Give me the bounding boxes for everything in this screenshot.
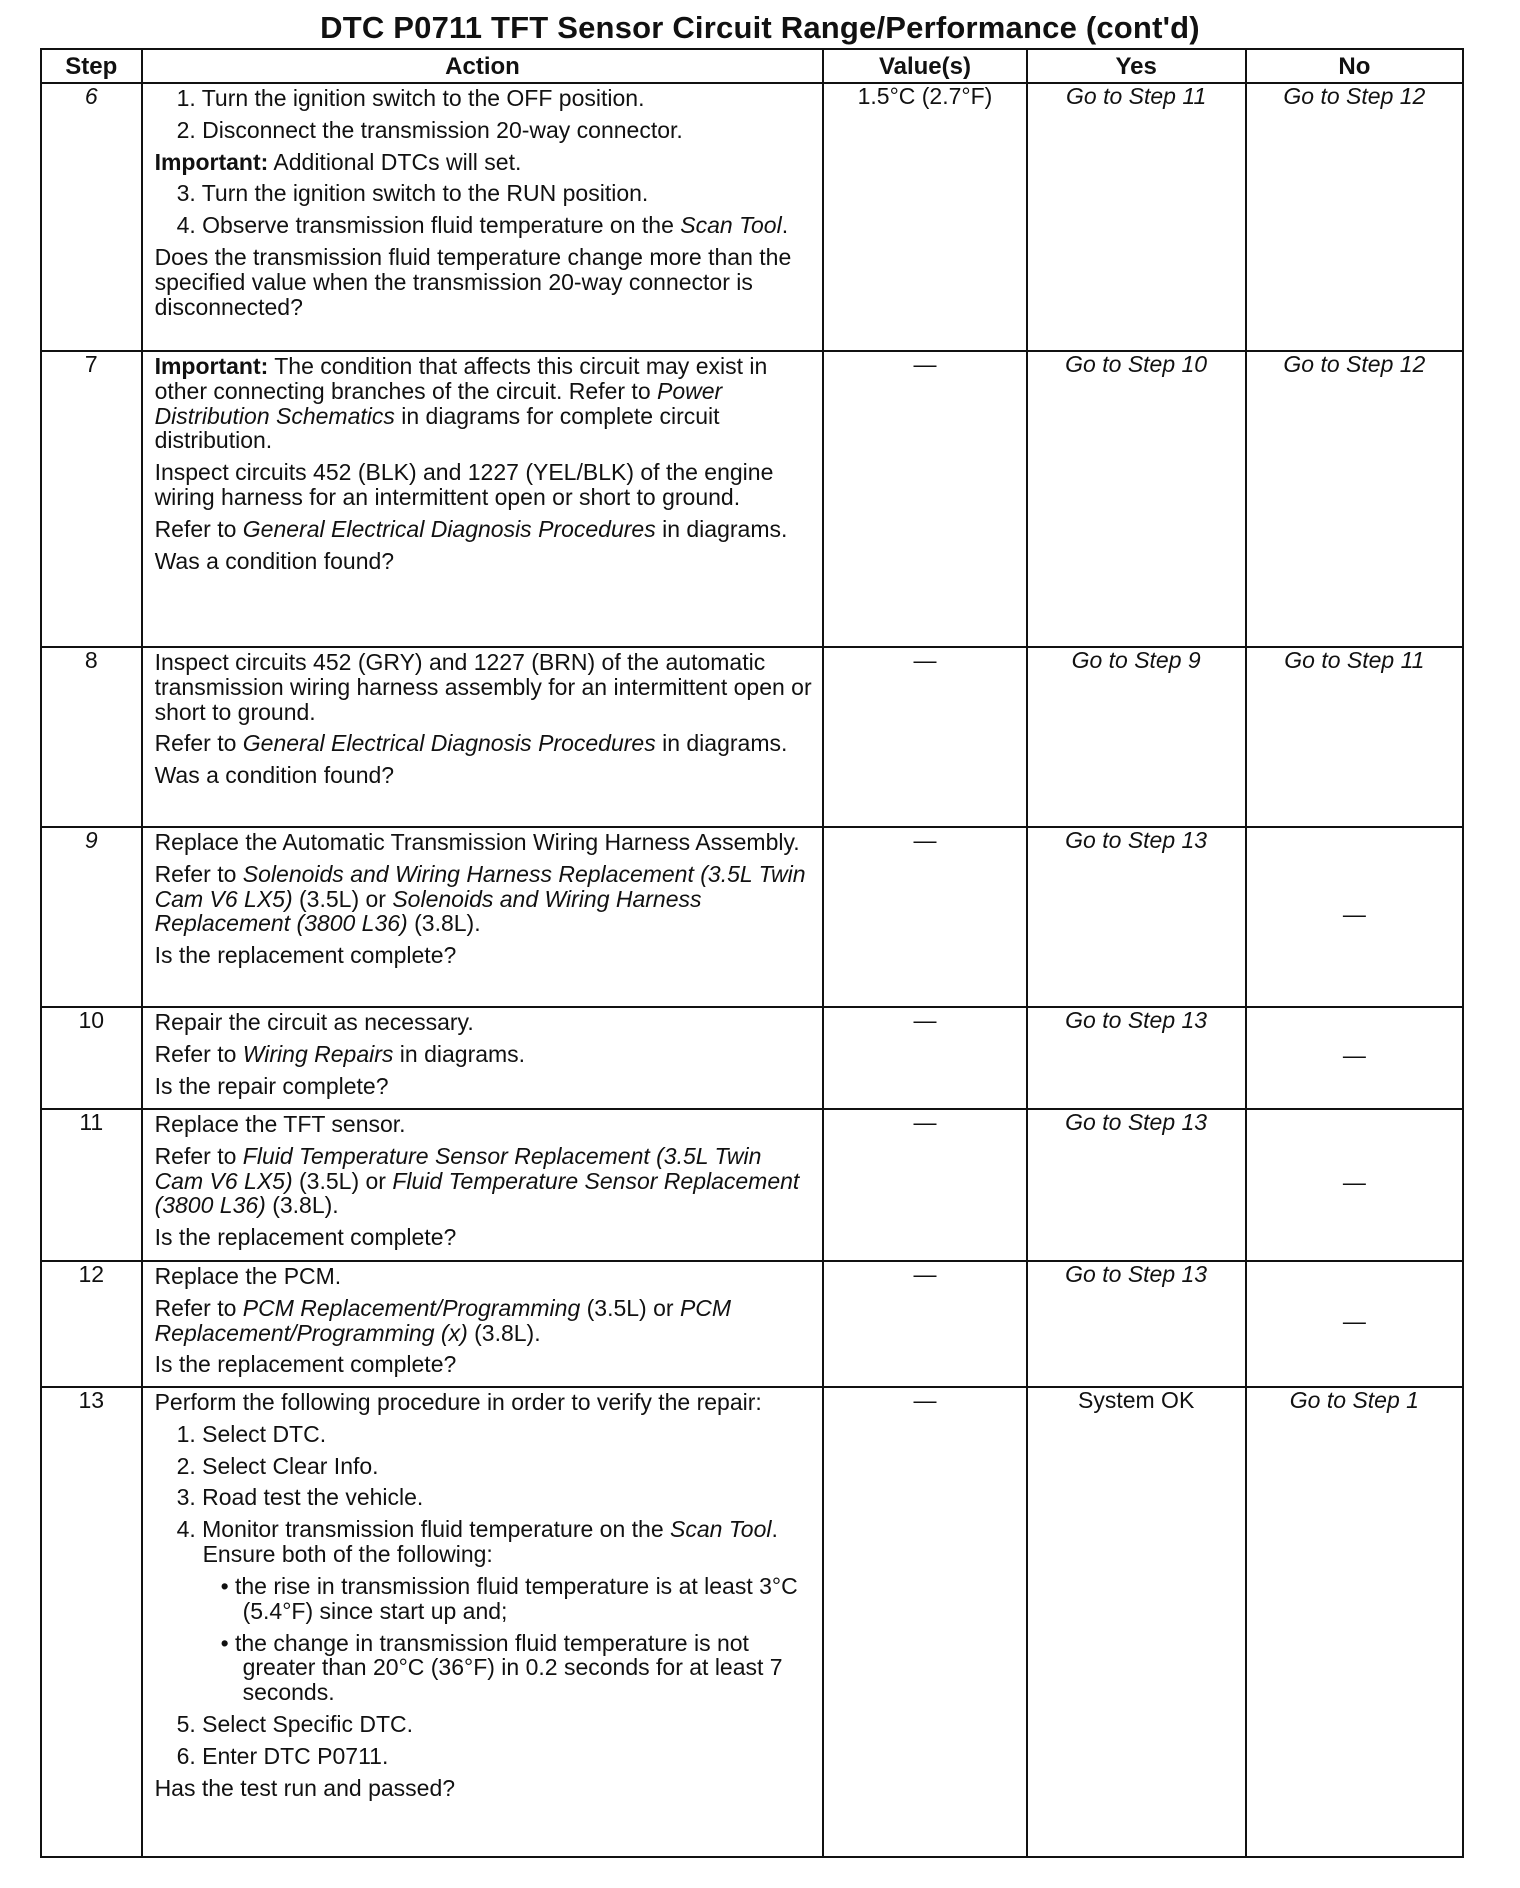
value-cell: — (823, 351, 1026, 647)
important-label: Important: (154, 352, 269, 379)
action-cell (142, 647, 824, 827)
table-row-step-7 (41, 351, 1463, 647)
action-line: 1. Turn the ignition switch to the OFF position. (176, 84, 645, 111)
yes-cell: Go to Step 13 (1027, 1261, 1246, 1387)
no-cell: Go to Step 12 (1246, 83, 1463, 351)
action-line: Refer to PCM Replacement/Programming (3.5L) or PCM Replacement/Programming (x) (3.8L). (154, 1294, 732, 1346)
table-row-step-10 (41, 1007, 1463, 1109)
action-question: Was a condition found? (154, 762, 395, 789)
important-label: Important: (154, 148, 269, 175)
action-question: Does the transmission fluid temperature change more than the specified value when the transmission 20-way connector is disconnected? (154, 244, 792, 320)
value-cell: — (823, 827, 1026, 1007)
yes-cell: Go to Step 11 (1027, 83, 1246, 351)
value-cell: — (823, 1387, 1026, 1857)
action-cell (142, 83, 824, 351)
header-step: Step (41, 49, 142, 83)
step-number: 6 (41, 83, 142, 351)
header-no: No (1246, 49, 1463, 83)
no-cell: — (1246, 1007, 1463, 1109)
yes-cell: Go to Step 10 (1027, 351, 1246, 647)
table-row-step-8 (41, 647, 1463, 827)
action-cell (142, 1109, 824, 1261)
action-line: Perform the following procedure in order to verify the repair: (154, 1388, 762, 1415)
action-line: 5. Select Specific DTC. (176, 1711, 414, 1738)
action-line: 4. Observe transmission fluid temperature on the Scan Tool. (176, 212, 789, 239)
table-row-step-13 (41, 1387, 1463, 1857)
yes-cell: Go to Step 13 (1027, 1109, 1246, 1261)
value-cell: — (823, 647, 1026, 827)
yes-cell: Go to Step 13 (1027, 827, 1246, 1007)
no-cell: Go to Step 11 (1246, 647, 1463, 827)
step-number: 11 (41, 1109, 142, 1261)
header-row (41, 49, 1463, 83)
step-number: 13 (41, 1387, 142, 1857)
step-number: 10 (41, 1007, 142, 1109)
action-cell (142, 1387, 824, 1857)
action-line: Inspect circuits 452 (BLK) and 1227 (YEL/BLK) of the engine wiring harness for an intermittent open or short to ground. (154, 459, 774, 511)
table-row-step-6 (41, 83, 1463, 351)
table-row-step-11 (41, 1109, 1463, 1261)
yes-cell: Go to Step 13 (1027, 1007, 1246, 1109)
no-cell: — (1246, 1261, 1463, 1387)
header-values: Value(s) (823, 49, 1026, 83)
action-line: Refer to General Electrical Diagnosis Procedures in diagrams. (154, 730, 788, 757)
value-cell: — (823, 1261, 1026, 1387)
action-bullet: • the rise in transmission fluid temperature is at least 3°C (5.4°F) since start up and; (220, 1572, 798, 1624)
action-question: Is the replacement complete? (154, 942, 457, 969)
action-line: Inspect circuits 452 (GRY) and 1227 (BRN) of the automatic transmission wiring harness assembly for an intermittent open or short to ground. (154, 648, 812, 725)
action-line: 2. Disconnect the transmission 20-way connector. (176, 116, 683, 143)
header-yes: Yes (1027, 49, 1246, 83)
yes-cell: Go to Step 9 (1027, 647, 1246, 827)
no-cell: Go to Step 1 (1246, 1387, 1463, 1857)
action-cell (142, 351, 824, 647)
action-question: Was a condition found? (154, 547, 395, 574)
no-cell: — (1246, 1109, 1463, 1261)
no-cell: — (1246, 827, 1463, 1007)
action-line: 4. Monitor transmission fluid temperature on the Scan Tool. Ensure both of the following: (176, 1516, 778, 1568)
action-line: Refer to Wiring Repairs in diagrams. (154, 1040, 526, 1067)
step-number: 8 (41, 647, 142, 827)
action-line: Important: Additional DTCs will set. (154, 148, 522, 175)
action-line: Refer to General Electrical Diagnosis Procedures in diagrams. (154, 515, 788, 542)
action-question: Has the test run and passed? (154, 1774, 456, 1801)
action-line: 3. Turn the ignition switch to the RUN position. (176, 180, 649, 207)
page-title: DTC P0711 TFT Sensor Circuit Range/Performance (cont'd) (320, 10, 1200, 45)
value-cell: — (823, 1007, 1026, 1109)
action-cell (142, 827, 824, 1007)
action-question: Is the repair complete? (154, 1072, 389, 1099)
yes-cell: System OK (1027, 1387, 1246, 1857)
action-line: Repair the circuit as necessary. (154, 1008, 474, 1035)
action-line: Refer to Solenoids and Wiring Harness Replacement (3.5L Twin Cam V6 LX5) (3.5L) or Solenoids and Wiring Harness Replacement (3800 L36) (3.8L). (154, 860, 806, 937)
action-line: Replace the PCM. (154, 1262, 342, 1289)
action-line: 1. Select DTC. (176, 1420, 327, 1447)
action-line: 3. Road test the vehicle. (176, 1484, 424, 1511)
value-cell: 1.5°C (2.7°F) (823, 83, 1026, 351)
table-row-step-12 (41, 1261, 1463, 1387)
action-line: Refer to Fluid Temperature Sensor Replacement (3.5L Twin Cam V6 LX5) (3.5L) or Fluid Temperature Sensor Replacement (3800 L36) (3.8L). (154, 1142, 800, 1219)
no-cell: Go to Step 12 (1246, 351, 1463, 647)
diagnostic-table (40, 48, 1464, 1858)
action-question: Is the replacement complete? (154, 1224, 457, 1251)
step-number: 7 (41, 351, 142, 647)
action-question: Is the replacement complete? (154, 1351, 457, 1378)
step-number: 12 (41, 1261, 142, 1387)
action-line: Important: The condition that affects this circuit may exist in other connecting branches of the circuit. Refer to Power Distribution Schematics in diagrams for complete circuit distribution. (154, 352, 768, 454)
action-line: Replace the Automatic Transmission Wiring Harness Assembly. (154, 828, 800, 855)
action-line: 6. Enter DTC P0711. (176, 1742, 389, 1769)
action-cell (142, 1261, 824, 1387)
action-cell (142, 1007, 824, 1109)
value-cell: — (823, 1109, 1026, 1261)
action-line: Replace the TFT sensor. (154, 1110, 406, 1137)
header-action: Action (142, 49, 824, 83)
table-row-step-9 (41, 827, 1463, 1007)
action-line: 2. Select Clear Info. (176, 1452, 379, 1479)
action-bullet: • the change in transmission fluid temperature is not greater than 20°C (36°F) in 0.2 seconds for at least 7 seconds. (220, 1629, 783, 1706)
step-number: 9 (41, 827, 142, 1007)
